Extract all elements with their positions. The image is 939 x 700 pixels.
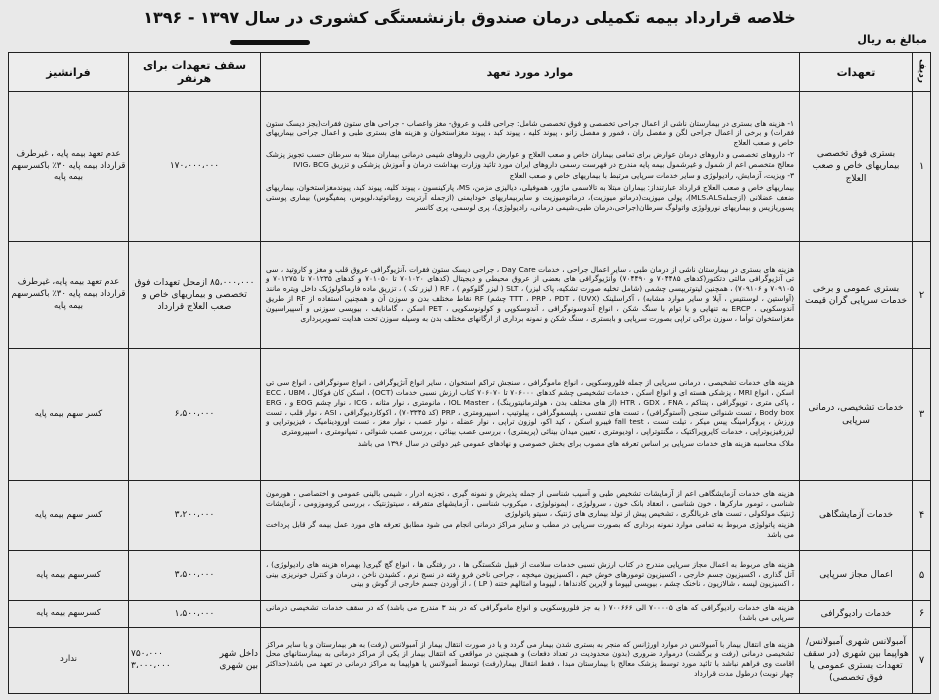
cap-city-label: داخل شهر bbox=[219, 648, 258, 659]
item-text: هزینه های خدمات آزمایشگاهی اعم از آزمایشات تشخیص طبی و آسیب شناسی از جمله پذیرش و نمونه گیری ، تجزیه ادرار ، شیمی بالینی عمومی و اختصاصی ، هورمون شناسی ، تومور مارکرها ، خون شناسی ، انعقاد بانک خون ، سرولوژی ، ایمونولوژی ، میکروب شناسی ، آزمایشهای متفرقه ، سیتوژنتیک ، بررسی کروموزومی ، آزمایشات ژنتیک مولکولی ، تست های غربالگری ، تشخیص پیش از تولد بیماری های ژنتیک ، سیتو پاتولوژی bbox=[266, 489, 794, 518]
row-deductible: کسر سهم بیمه پایه bbox=[9, 349, 129, 481]
item-text: ۲- داروهای تخصصی و داروهای درمان عوارض برای تمامی بیماران خاص و صعب العلاج و عوارض دارویی داروهای شیمی درمانی بیماران مبتلا به سرطان حسب تجویز پزشک معالج متخصص اعم از شمول و غیرشمول بیمه پایه مندرج در فهرست رسمی داروهای ایران مورد تائید وزارت بهداشت درمان و آموزش پزشکی و تزریق IVIG، BCG bbox=[266, 149, 794, 169]
cap-intercity-line bbox=[131, 660, 258, 672]
row-obligation: خدمات رادیوگرافی bbox=[800, 601, 913, 628]
row-obligation: بستری فوق تخصصی بیماریهای خاص و صعب العلاج bbox=[800, 92, 913, 242]
row-deductible: کسرسهم بیمه پایه bbox=[9, 601, 129, 628]
currency-note: مبالغ به ریال bbox=[857, 33, 927, 46]
row-cap: ۱۷۰،۰۰۰،۰۰۰ bbox=[129, 92, 261, 242]
row-items bbox=[261, 349, 800, 481]
header-obligations: تعهدات bbox=[800, 53, 913, 92]
row-deductible: کسرسهم بیمه پایه bbox=[9, 551, 129, 601]
row-obligation: آمبولانس شهری آمبولانس/هواپیما بین شهری (در سقف تعهدات بستری عمومی یا فوق تخصصی) bbox=[800, 627, 913, 693]
row-deductible: ندارد bbox=[9, 627, 129, 693]
cap-city-value: ۷۵۰،۰۰۰ bbox=[131, 648, 163, 659]
row-cap: ۳،۲۰۰،۰۰۰ bbox=[129, 481, 261, 551]
table-row bbox=[9, 92, 931, 242]
row-number: ۷ bbox=[913, 627, 931, 693]
contract-table bbox=[8, 52, 931, 694]
document-title: خلاصه قرارداد بیمه تکمیلی درمان صندوق بازنشستگی کشوری در سال ۱۳۹۷ - ۱۳۹۶ bbox=[143, 8, 796, 27]
row-obligation: خدمات تشخیصی، درمانی سرپایی bbox=[800, 349, 913, 481]
row-deductible: عدم تعهد بیمه پایه، غیرطرف قرارداد بیمه پایه ۳۰٪ باکسرسهم بیمه پایه bbox=[9, 242, 129, 349]
item-text: هزینه های انتقال بیمار با آمبولانس در موارد اورژانس که منجر به بستری شدن بیمار می گردد و یا در صورت انتقال بیمار از آمبولانس (رفت) به هر بیمارستان و یا سایر مراکز تشخیصی درمانی (رفت و برگشت) درموارد ضروری (بدون محدودیت در تعداد دفعات) و همچنین در مواقعی که انتقال بیمار از یکی از مراکز درمانی به بیمارستانهای محل اقامت وی فراهم نباشد با تائید مورد توسط پزشک معالج با بیمارستان مبدا ، فقط انتقال بیمار(رفت) توسط آمبولانس یا هواپیما به مراکز درمانی در تعهد می باشد(حداکثر چهار نوبت) درطول مدت قرارداد bbox=[266, 639, 794, 678]
cap-intercity-value: ۳،۰۰۰،۰۰۰ bbox=[131, 661, 171, 672]
header-deductible: فرانشیز bbox=[9, 53, 129, 92]
table-row bbox=[9, 242, 931, 349]
table-row bbox=[9, 349, 931, 481]
item-text: ۳- ویزیت، آزمایش، رادیولوژی و سایر خدمات سرپایی مرتبط با بیماریهای خاص و صعب العلاج bbox=[509, 171, 794, 181]
header-items: موارد مورد تعهد bbox=[261, 53, 800, 92]
row-deductible: کسر سهم بیمه پایه bbox=[9, 481, 129, 551]
row-items bbox=[261, 627, 800, 693]
row-number: ۶ bbox=[913, 601, 931, 628]
row-items bbox=[261, 92, 800, 242]
item-text: هزینه های بستری در بیمارستان ناشی از درمان طبی ، سایر اعمال جراحی ، خدمات Day Care ، جراحی دیسک ستون فقرات ،آنژیوگرافی عروق قلب و مغز و کاروتید ، سی تی آنژیوگرافی مالتی دتکتور(کدهای ۷۰۴۴۸۵ و ۷۰۴۴۹۰) وآنژیوگرافی های بعضی از عروق محیطی و دیجیتال (کدهای ۷۰۱۰۲۰ تا ۷۰۱۰۵۰ و کدهای ۷۰۱۲۳۵ تا ۷۰۱۲۷۵ و ۷۰۹۱۰۵ و ۷۰۹۱۰۶) ، همچنین لیتوتریپسی چشمی (شامل تخلیه صورت تشکیه، پاک لیزر) ، SLT ( لیزر گلوکوم ) ، RF ( لیزر تک ) ، تزریق ماده فارماکولوژیک داخل ویتره مانند (آواستین ، لوسنتیس ، آیلا و سایر موارد مشابه) ، آکراسلینک (UVX) ، TTT ، PRP ، PDT چشم) RF نقاط مختلف بدن و سوزن آن و همچنین استفاده از RF از طریق آندوسکوپی ، ERCP به تنهایی و یا توام با سنگ شکن ، انواع آندوسونوگرافی ، آندوسکوپی و کولونوسکوپی ، PET اسکن ، گامانایف ، بیوپسی سوزنی و آسپیراسیون مغزاستخوان توأما ، سوزن براکی تراپی بصورت سرپایی و بابستری ، سنگ شکن و نمونه برداری از ارگانهای مختلف بدن به وسیله سوزن تحت هدایت تصویربرداری bbox=[266, 264, 795, 323]
cap-city-line bbox=[131, 648, 258, 660]
item-text: هزینه های مربوط به اعمال مجاز سرپایی مندرج در کتاب ارزش نسبی خدمات سلامت از قبیل شکستگی ها ، در رفتگی ها ، انواع گچ گیری( بهمراه هزینه های رادیولوژی) ، آتل گذاری ، اکسیزیون جسم خارجی ، اکسیزیون تومورهای خوش خیم ، اکسیزیون میخچه ، جراحی ناخن فرو رفته در نسج نرم ، کشیدن ناخن ، درمان و کنترل خونریزی بینی ، اکسیزیون لیسه ، شالازیون ، ناخنک چشم ، بیوپسی لیپوما و لایرین کادنداها ، لیپوما و امثالهم ختنه ( LP ) ، از آوردن جسم خارجی از گوش و بینی bbox=[266, 559, 794, 589]
header-num: ردیف bbox=[913, 53, 931, 92]
table-row bbox=[9, 601, 931, 628]
row-obligation: خدمات آزمایشگاهی bbox=[800, 481, 913, 551]
row-deductible: عدم تعهد بیمه پایه ، غیرطرف قرارداد بیمه پایه ۳۰٪ باکسرسهم بیمه پایه bbox=[9, 92, 129, 242]
item-text: ملاک محاسبه هزینه های خدمات سرپایی بر اساس تعرفه های مصوب برای بخش خصوصی و نهادهای عمومی غیر دولتی در سال ۱۳۹۶ می باشد bbox=[357, 438, 794, 448]
item-text: ۱- هزینه های بستری در بیمارستان ناشی از اعمال جراحی تخصصی و فوق تخصصی شامل: جراحی قلب و عروق- مغز واعصاب - جراحی های ستون فقرات(بجز دیسک ستون فقرات) و برخی از اعمال جراحی لگن و مفصل ران ، فمور و مفصل زانو ، پیوند کلیه ، پیوند کبد ، پیوند مغزاستخوان و هزینه های بستری طبی و اعمال جراحی بیماریهای خاص و صعب العلاج bbox=[266, 118, 794, 148]
row-number: ۲ bbox=[913, 242, 931, 349]
row-cap bbox=[129, 627, 261, 693]
title-underline-mark bbox=[230, 40, 310, 45]
item-text: هزینه های خدمات رادیوگرافی که های ۷۰۰۰۰۵ الی ۷۰۰۶۶۶ ( به جز فلوروسکوپی و انواع ماموگرافی که در بند ۳ مندرج می باشد) که در سقف خدمات تشخیصی درمانی سرپایی می باشد) bbox=[266, 603, 794, 622]
header-cap: سقف تعهدات برای هرنفر bbox=[129, 53, 261, 92]
row-number: ۴ bbox=[913, 481, 931, 551]
row-cap: ۱،۵۰۰،۰۰۰ bbox=[129, 601, 261, 628]
table-row bbox=[9, 481, 931, 551]
item-text: هزینه های خدمات تشخیصی ، درمانی سرپایی از جمله فلوروسکوپی ، انواع ماموگرافی ، سنجش تراکم استخوان ، سایر انواع آنژیوگرافی ، انواع سونوگرافی ، انواع سی تی اسکن ، انواع MRI ، پزشکی هسته ای و انواع اسکن ، خدمات تشخیصی چشم کدهای ۷۰۶۰۰۰ تا ۷۰۶۰۷۰ کتاب ارزش نسبی خدمات (OCT) ، اسکن کان فوکال ، ECC ، UBM ، پاکی متری ، توپوگرافی ، پنتاکم ، HTR ، GDX ، FNA (از های مختلف بدن ، هولترمانیتورینگ) ، IOL Master ، مانومتری ، نوار مثانه ، ICG ، نوار چشم EOG و ERG ، Body box ، تست شنوائی سنجی (آستوگرافی) ، تست های تنفسی ، پلیسموگرافی ، پیلوتیپ ، اسپیرومتری ، PRP (کد ۷۰۳۳۴۵) ، اکوکاردیوگرافی ، ASI ، نوار قلب ، تست ورزش ، پروگرامینگ پیس میکر ، تیلت تست ، fall test فیبرو اسکن ، کید اکو، لوزون تراپی ، نوار عضله ، نوار عصب ، نوار مغز ، تست اورودینامیک ، فیزیوتراپی و لیزرفیزیوتراپی ، خدمات کایروپراکتیک ، مگنتوتراپی ، اودیومتری ، تعیین میدان بینائی (پریمتری) ، بررسی عصب بینائی ، بررسی عصب شنوائی ، تمپانومتری ، اسپیرومتری bbox=[266, 378, 794, 437]
row-cap: ۶،۵۰۰،۰۰۰ bbox=[129, 349, 261, 481]
row-cap: ۳،۵۰۰،۰۰۰ bbox=[129, 551, 261, 601]
item-text: بیماریهای خاص و صعب العلاج قرارداد عبارتنداز: بیماران مبتلا به تالاسمی ماژور، هموفیلی، دیالیزی مزمن، MS، پارکینسون ، پیوند کلیه، پیوند کبد، پیوندمغزاستخوان، بیماریهای ضعف عضلانی (ازجملهMLS،ALS)، پولی میوزیت(درماتو میوزیت)، درماتومیوزیت و سایربیماریهای خودایمنی (ازجمله آرتریت روماتوئید،لوپوس، پمفیگوس) بیماری پوستی پسوریازیس و بیماریهای نورولوژی واتولوگ سرطان(جراحی،درمان طبی،شیمی درمانی، رادیولوژی)، پری لوسمی، پری کانسر bbox=[266, 183, 795, 212]
item-text: هزینه پاتولوژی مربوط به تمامی موارد نمونه برداری که بصورت سرپایی در مطب و سایر مراکز درمانی انجام می شود مطابق تعرفه های مورد عمل بیمه گر قابل پرداخت می باشد bbox=[266, 520, 794, 540]
row-items bbox=[261, 551, 800, 601]
row-number: ۳ bbox=[913, 349, 931, 481]
table-row bbox=[9, 627, 931, 693]
row-items bbox=[261, 242, 800, 349]
table-header-row bbox=[9, 53, 931, 92]
row-obligation: اعمال مجاز سرپایی bbox=[800, 551, 913, 601]
row-items bbox=[261, 601, 800, 628]
row-number: ۵ bbox=[913, 551, 931, 601]
cap-intercity-label: بین شهری bbox=[219, 661, 258, 672]
row-number: ۱ bbox=[913, 92, 931, 242]
row-cap: ۸۵،۰۰۰،۰۰۰ ازمحل تعهدات فوق تخصصی و بیماریهای خاص و صعب العلاج قرارداد bbox=[129, 242, 261, 349]
row-obligation: بستری عمومی و برخی خدمات سرپایی گران قیمت bbox=[800, 242, 913, 349]
table-row bbox=[9, 551, 931, 601]
row-items bbox=[261, 481, 800, 551]
